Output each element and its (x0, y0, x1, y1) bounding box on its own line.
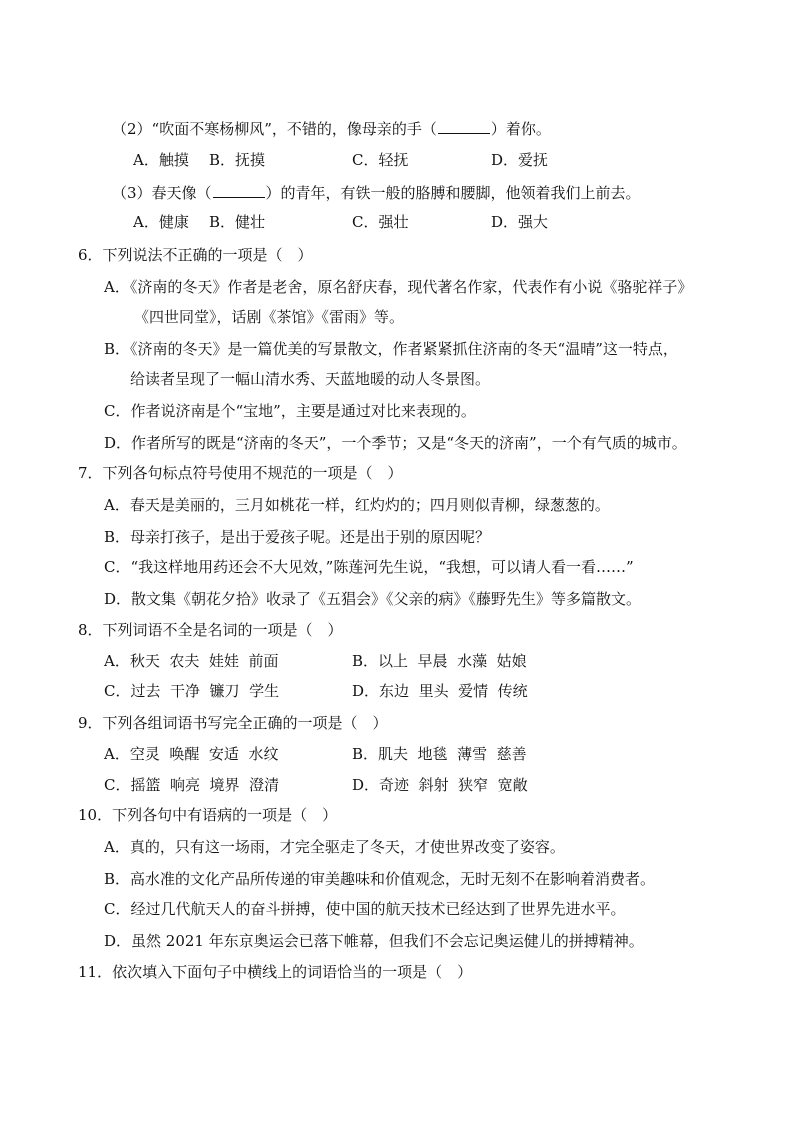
q6-option-b-line2: 给读者呈现了一幅山清水秀、天蓝地暖的动人冬景图。 (130, 370, 491, 388)
q5-sub3-option-b: B．健壮 (209, 213, 266, 231)
q5-sub3-option-c: C．强壮 (352, 213, 409, 231)
q5-sub2-stem (112, 118, 551, 138)
q5-sub2-stem-before: （2）“吹面不寒杨柳风”，不错的，像母亲的手（ (112, 120, 437, 138)
q8-stem: 8．下列词语不全是名词的一项是（ ） (78, 621, 343, 639)
q6-option-c: C．作者说济南是个“宝地”，主要是通过对比来表现的。 (104, 402, 476, 420)
q5-sub3-option-a: A．健康 (133, 213, 189, 231)
q5-sub2-blank[interactable] (438, 118, 490, 134)
q5-sub3-stem (112, 182, 641, 202)
q10-option-b: B．高水准的文化产品所传递的审美趣味和价值观念，无时无刻不在影响着消费者。 (104, 870, 656, 888)
q7-option-a: A．春天是美丽的，三月如桃花一样，红灼灼的；四月则似青柳，绿葱葱的。 (104, 496, 610, 514)
q10-stem: 10．下列各句中有语病的一项是（ ） (78, 806, 338, 824)
q7-option-c: C．“我这样地用药还会不大见效，”陈莲河先生说，“我想，可以请人看一看……” (104, 558, 634, 576)
q9-option-a: A．空灵 唤醒 安适 水纹 (104, 745, 279, 763)
q7-option-d: D．散文集《朝花夕拾》收录了《五猖会》《父亲的病》《藤野先生》等多篇散文。 (104, 590, 642, 608)
q5-sub2-option-a: A．触摸 (133, 151, 189, 169)
q10-option-c: C．经过几代航天人的奋斗拼搏，使中国的航天技术已经达到了世界先进水平。 (104, 900, 626, 918)
q9-option-b: B．肌夫 地毯 薄雪 慈善 (352, 745, 527, 763)
q6-option-a-line2: 《四世同堂》，话剧《茶馆》《雷雨》等。 (134, 308, 405, 326)
q8-option-a: A．秋天 农夫 娃娃 前面 (104, 652, 279, 670)
q7-stem: 7．下列各句标点符号使用不规范的一项是（ ） (78, 464, 403, 482)
q9-option-d: D．奇迹 斜射 狭窄 宽敞 (352, 776, 528, 794)
q5-sub3-stem-after: ）的青年，有铁一般的胳膊和腰脚，他领着我们上前去。 (265, 184, 641, 202)
q6-option-a-line1: A．《济南的冬天》作者是老舍，原名舒庆春，现代著名作家，代表作有小说《骆驼祥子》 (104, 278, 693, 296)
q5-sub2-option-d: D．爱抚 (491, 151, 549, 169)
q5-sub3-option-d: D．强大 (491, 213, 549, 231)
q5-sub2-option-b: B．抚摸 (209, 151, 266, 169)
q5-sub2-option-c: C．轻抚 (352, 151, 409, 169)
q5-sub2-stem-after: ）着你。 (490, 120, 551, 138)
q10-option-d: D．虽然 2021 年东京奥运会已落下帷幕，但我们不会忘记奥运健儿的拼搏精神。 (104, 932, 644, 950)
q5-sub3-stem-before: （3）春天像（ (112, 184, 212, 202)
q5-sub3-blank[interactable] (213, 182, 265, 198)
q6-option-b-line1: B．《济南的冬天》是一篇优美的写景散文，作者紧紧抓住济南的冬天“温晴”这一特点， (104, 340, 678, 358)
q10-option-a: A．真的，只有这一场雨，才完全驱走了冬天，才使世界改变了姿容。 (104, 838, 565, 856)
q11-stem: 11．依次填入下面句子中横线上的词语恰当的一项是（ ） (78, 963, 473, 981)
q8-option-b: B．以上 早晨 水藻 姑娘 (352, 652, 527, 670)
q9-option-c: C．摇篮 响亮 境界 澄清 (104, 776, 280, 794)
q7-option-b: B．母亲打孩子，是出于爱孩子呢。还是出于别的原因呢？ (104, 528, 491, 546)
q6-option-d: D．作者所写的既是“济南的冬天”，一个季节；又是“冬天的济南”，一个有气质的城市。 (104, 434, 687, 452)
q8-option-c: C．过去 干净 镰刀 学生 (104, 682, 280, 700)
q6-stem: 6．下列说法不正确的一项是（ ） (78, 246, 313, 264)
q9-stem: 9．下列各组词语书写完全正确的一项是（ ） (78, 714, 388, 732)
q8-option-d: D．东边 里头 爱情 传统 (352, 682, 528, 700)
